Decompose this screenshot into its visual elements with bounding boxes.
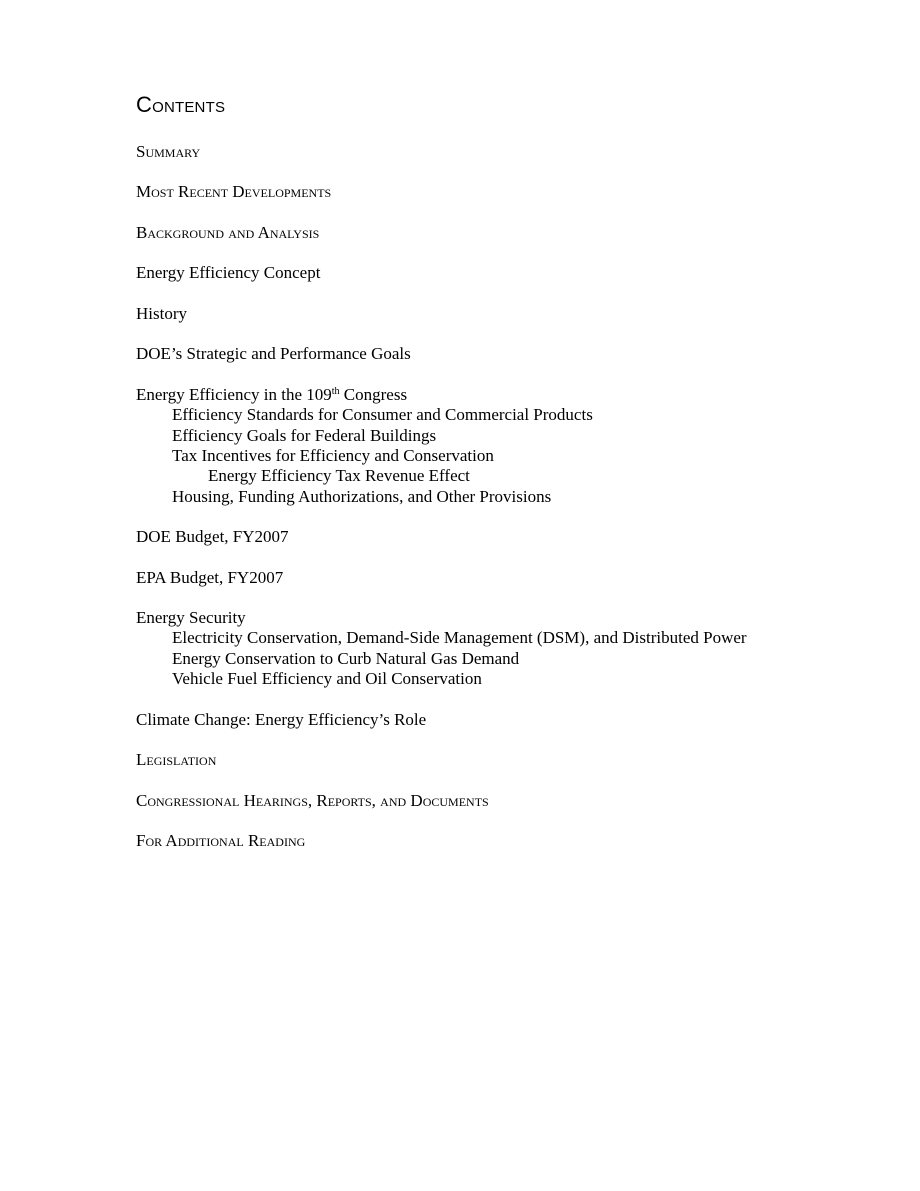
toc-natural-gas: Energy Conservation to Curb Natural Gas Demand bbox=[172, 649, 520, 668]
toc-tax-incentives: Tax Incentives for Efficiency and Conservation bbox=[172, 446, 494, 465]
toc-doe-budget: DOE Budget, FY2007 bbox=[136, 527, 289, 546]
toc-legislation: Legislation bbox=[136, 750, 217, 769]
toc-109th-congress bbox=[136, 385, 407, 405]
toc-epa-budget: EPA Budget, FY2007 bbox=[136, 568, 284, 587]
toc-efficiency-concept: Energy Efficiency Concept bbox=[136, 263, 321, 282]
toc-efficiency-standards: Efficiency Standards for Consumer and Commercial Products bbox=[172, 405, 593, 424]
toc-energy-security: Energy Security bbox=[136, 608, 246, 627]
toc-109th-congress-text: Energy Efficiency in the 109 bbox=[136, 385, 332, 404]
page-title: Contents bbox=[136, 92, 226, 117]
toc-electricity-conservation: Electricity Conservation, Demand-Side Management (DSM), and Distributed Power bbox=[172, 628, 747, 647]
toc-109th-congress-suffix: Congress bbox=[339, 385, 408, 404]
toc-climate-change: Climate Change: Energy Efficiency’s Role bbox=[136, 710, 427, 729]
toc-additional-reading: For Additional Reading bbox=[136, 831, 306, 850]
toc-congressional-hearings: Congressional Hearings, Reports, and Documents bbox=[136, 791, 489, 810]
toc-vehicle-fuel: Vehicle Fuel Efficiency and Oil Conservation bbox=[172, 669, 482, 688]
toc-history: History bbox=[136, 304, 187, 323]
toc-109th-congress-ordinal: th bbox=[331, 386, 340, 397]
toc-federal-buildings: Efficiency Goals for Federal Buildings bbox=[172, 426, 437, 445]
toc-doe-goals: DOE’s Strategic and Performance Goals bbox=[136, 344, 411, 363]
toc-housing-funding: Housing, Funding Authorizations, and Other Provisions bbox=[172, 487, 552, 506]
toc-recent-developments: Most Recent Developments bbox=[136, 182, 332, 201]
toc-summary: Summary bbox=[136, 142, 201, 161]
toc-tax-revenue-effect: Energy Efficiency Tax Revenue Effect bbox=[208, 466, 470, 485]
toc-background-analysis: Background and Analysis bbox=[136, 223, 320, 242]
